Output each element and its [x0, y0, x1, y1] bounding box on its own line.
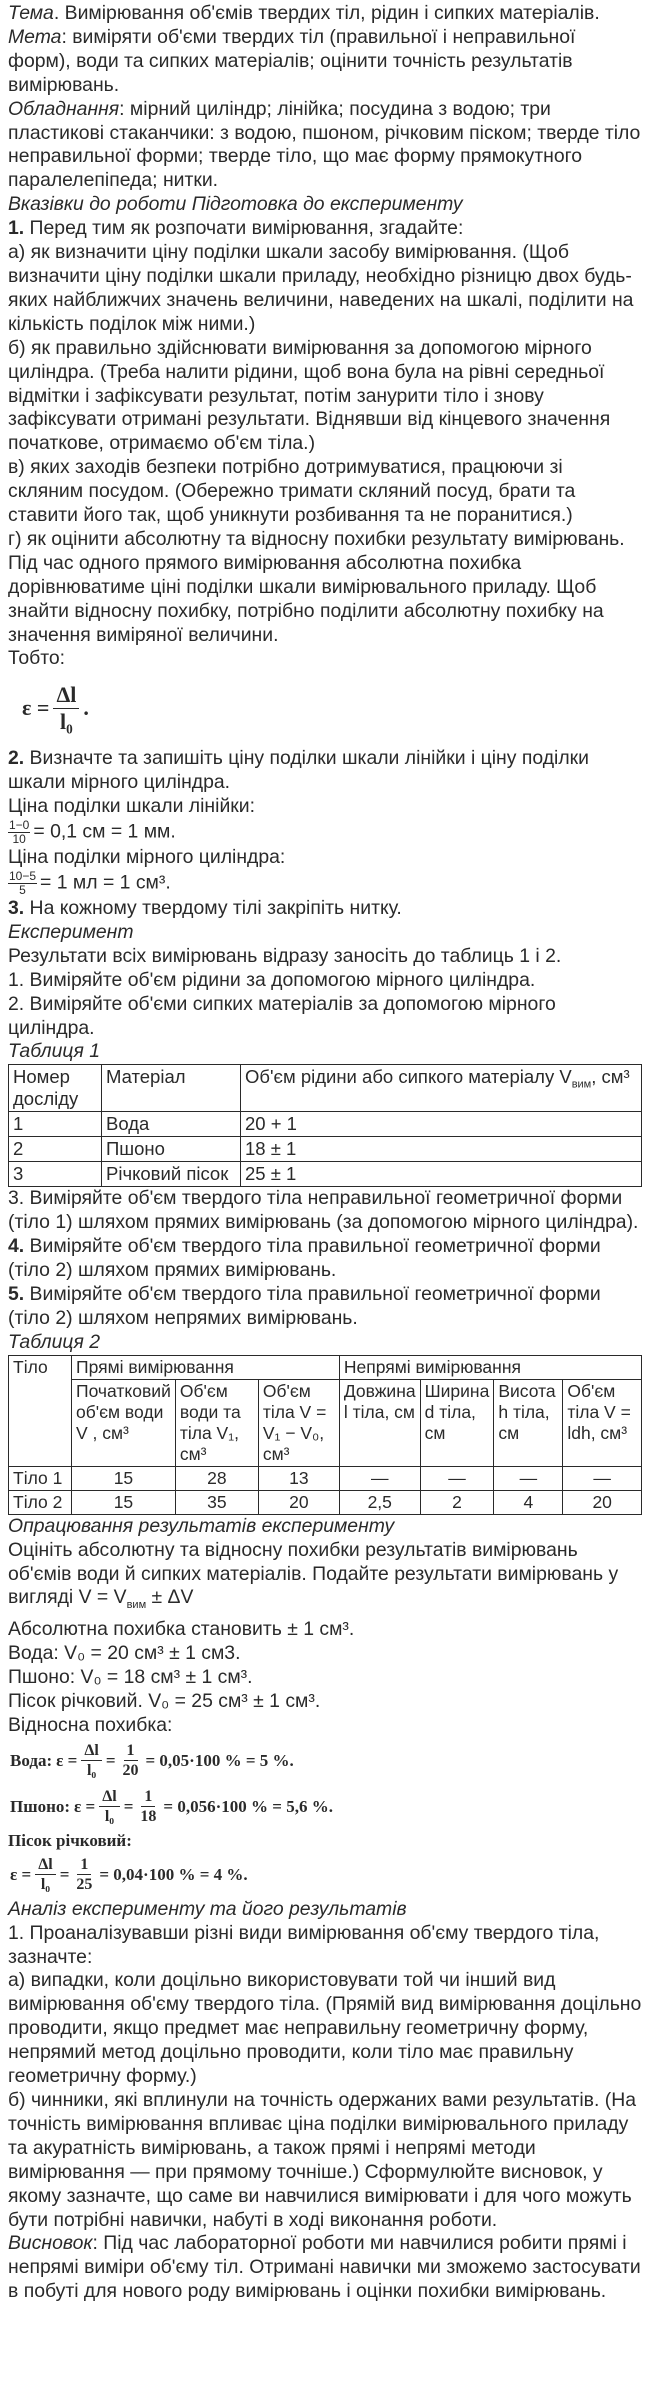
table-cell: 18 ± 1	[241, 1137, 642, 1162]
table-row	[9, 1490, 642, 1514]
abs-error: Абсолютна похибка становить ± 1 см³.	[8, 1618, 355, 1641]
ruler-num: 1−0	[9, 818, 30, 833]
table-cell: 25 ± 1	[241, 1162, 642, 1187]
eq-water: Вода: ε = $\frac{\Delta l}{\text{l₀}}$ = $\frac{1}{20}$ = 0,05·100 % = 5 %.	[10, 1742, 294, 1780]
cylinder-calc	[8, 870, 642, 897]
step2-text: Визначте та запишіть ціну поділки шкали лінійки і ціну поділки шкали мірного циліндра.	[8, 747, 589, 794]
step1-note: Під час одного прямого вимірювання абсолютна похибка дорівнюватиме ціні поділки шкали вимірювального приладу. Щоб знайти відносну похибку, потрібно поділити абсолютну похибку на значення виміряної величини.	[8, 551, 604, 646]
cylinder-fraction	[8, 870, 37, 897]
processing-heading: Опрацювання результатів експерименту	[8, 1514, 395, 1537]
table-cell: Тіло 1	[9, 1466, 72, 1490]
step-measure-body2-indirect: 5. Виміряйте об'єм твердого тіла правильної геометричної форми (тіло 2) шляхом непрямих вимірювань.	[8, 1282, 601, 1329]
formula-numerator: Δl	[53, 682, 79, 709]
step3-text: На кожному твердому тілі закріпіть нитку.	[24, 897, 402, 919]
table-cell: 20 + 1	[241, 1112, 642, 1137]
eq-millet: Пшоно: ε = $\frac{\Delta l}{\text{l₀}}$ = $\frac{1}{18}$ = 0,056·100 % = 5,6 %.	[10, 1788, 333, 1826]
table-cell: Вода	[102, 1112, 241, 1137]
cyl-result: = 1 мл = 1 см³.	[40, 871, 171, 894]
table-cell: 15	[72, 1466, 176, 1490]
formula-fraction	[53, 682, 79, 735]
table2-group-indirect: Непрямі вимірювання	[339, 1355, 641, 1379]
table-cell: —	[339, 1466, 420, 1490]
table-cell: —	[420, 1466, 494, 1490]
table2-col-body: Тіло	[9, 1355, 72, 1466]
step-measure-body2-direct: 4. Виміряйте об'єм твердого тіла правильної геометричної форми (тіло 2) шляхом прямих вимірювань.	[8, 1235, 601, 1282]
ruler-result: = 0,1 см = 1 мм.	[33, 820, 176, 843]
table1-header-cell: Матеріал	[102, 1065, 241, 1112]
eq-sand: ε = $\frac{\Delta l}{\text{l₀}}$ = $\frac{1}{25}$ = 0,04·100 % = 4 %.	[10, 1856, 248, 1894]
conclusion-label: Висновок	[8, 2232, 93, 2255]
table2-header-cell: Об'єм води та тіла V₁, см³	[175, 1379, 258, 1466]
conclusion	[8, 2232, 642, 2304]
experiment-item2: 2. Виміряйте об'єми сипких матеріалів за допомогою мірного циліндра.	[8, 992, 556, 1039]
cylinder-label: Ціна поділки мірного циліндра:	[8, 846, 286, 869]
table1-header-cell: Об'єм рідини або сипкого матеріалу $V_{вим}$, см³	[241, 1065, 642, 1112]
table2-header-cell: Ширина d тіла, см	[420, 1379, 494, 1466]
topic-label: Тема	[8, 2, 54, 24]
table1-header	[9, 1065, 642, 1112]
table-row	[9, 1466, 642, 1490]
equipment-text: : мірний циліндр; лінійка; посудина з водою; три пластикові стаканчики: з водою, пшоном, річковим піском; тверде тіло неправильної форми; тверде тіло, що має форму прямокутного паралелепіпеда; нитки.	[8, 97, 641, 192]
rel-error-label: Відносна похибка:	[8, 1713, 173, 1736]
water-volume: Вода: V₀ = 20 см³ ± 1 см3.	[8, 1642, 241, 1665]
analysis-a: а) випадки, коли доцільно використовувати той чи інший вид вимірювання об'єму твердого тіла. (Прямій вид вимірювання доцільно проводити, якщо предмет має неправильну геометричну форму, непрямий метод доцільно проводити, коли тіло має правильну геометричну форму.)	[8, 1969, 642, 2088]
conclusion-text: : Під час лабораторної роботи ми навчилися робити прямі і непрямі виміри об'єму тіл. Отримані навички ми зможемо застосувати в побуті для нового роду вимірювань і оцінки похибки вимірювань.	[8, 2232, 641, 2303]
step3-number: 3.	[8, 897, 25, 919]
table-cell: —	[563, 1466, 642, 1490]
table-cell: Пшоно	[102, 1137, 241, 1162]
table2-header-cell: Об'єм тіла V = V₁ − V₀, см³	[258, 1379, 339, 1466]
topic-line	[8, 2, 642, 26]
table-cell: 1	[9, 1112, 102, 1137]
equipment-label: Обладнання	[8, 97, 120, 120]
step1-line	[8, 217, 642, 241]
table-cell: Тіло 2	[9, 1490, 72, 1514]
table-cell: 35	[175, 1490, 258, 1514]
table-cell: 4	[494, 1490, 563, 1514]
table2	[8, 1355, 642, 1515]
step1-number: 1.	[8, 217, 25, 240]
table2-header-cell: Початковий об'єм води V , см³	[72, 1379, 176, 1466]
table-row	[9, 1137, 642, 1162]
formula-end: .	[83, 695, 89, 721]
table-cell: 2,5	[339, 1490, 420, 1514]
cyl-num: 10−5	[9, 869, 37, 883]
equipment-line	[8, 98, 642, 194]
step1-d: г) як оцінити абсолютну та відносну похибки результату вимірювань.	[8, 527, 625, 550]
table1	[8, 1064, 642, 1187]
table-cell: 13	[258, 1466, 339, 1490]
step2-line	[8, 747, 642, 795]
ruler-label: Ціна поділки шкали лінійки:	[8, 795, 255, 818]
analysis-p1: 1. Проаналізувавши різні види вимірювання об'єму твердого тіла, зазначте:	[8, 1921, 600, 1968]
goal-label: Мета	[8, 25, 62, 48]
cyl-den: 5	[19, 883, 26, 897]
table-cell: 20	[563, 1490, 642, 1514]
step1-text: Перед тим як розпочати вимірювання, згадайте:	[24, 217, 464, 240]
table-cell: —	[494, 1466, 563, 1490]
table2-header-cell: Об'єм тіла V = ldh, см³	[563, 1379, 642, 1466]
table-cell: Річковий пісок	[102, 1162, 241, 1187]
table-row	[9, 1112, 642, 1137]
sand-volume: Пісок річковий. V₀ = 25 см³ ± 1 см³.	[8, 1689, 321, 1712]
table2-group-direct: Прямі вимірювання	[72, 1355, 340, 1379]
sand-heading: Пісок річковий:	[8, 1830, 132, 1850]
step1-c: в) яких заходів безпеки потрібно дотримуватися, працюючи зі скляним посудом. (Обережно тримати скляний посуд, брати та ставити його так, щоб уникнути розбивання та не поранитися.)	[8, 456, 576, 527]
relative-error-formula	[22, 675, 642, 741]
step1-a: а) як визначити ціну поділки шкали засобу вимірювання. (Щоб визначити ціну поділки шкали приладу, необхідно різницю двох будь-яких найближчих значень величини, наведених на шкалі, поділити на кількість поділок між ними.)	[8, 241, 634, 335]
topic-text: . Вимірювання об'ємів твердих тіл, рідин і сипких матеріалів.	[53, 2, 600, 24]
table2-subheader	[9, 1379, 642, 1466]
goal-line	[8, 26, 642, 98]
step3-line	[8, 897, 642, 921]
step2-number: 2.	[8, 747, 25, 770]
table1-caption: Таблиця 1	[8, 1040, 101, 1063]
table2-group-header	[9, 1355, 642, 1379]
table-row	[9, 1162, 642, 1187]
table-cell: 15	[72, 1490, 176, 1514]
table2-header-cell: Висота h тіла, см	[494, 1379, 563, 1466]
analysis-b: б) чинники, які вплинули на точність одержаних вами результатів. (На точність вимірювання впливає ціна поділки вимірювального приладу та акуратність вимірювань, а також прямі і непрямі методи вимірювання — при прямому точніше.) Сформулюйте висновок, у якому зазначте, що саме ви навчилися вимірювати і для чого можуть бути потрібні навички, набуті в ході виконання роботи.	[8, 2088, 636, 2231]
millet-volume: Пшоно: V₀ = 18 см³ ± 1 см³.	[8, 1666, 253, 1688]
step1-b: б) як правильно здійснювати вимірювання за допомогою мірного циліндра. (Треба налити рідини, щоб вона була на рівні середньої відмітки і зафіксувати результат, потім занурити тіло і знову зафіксувати отримані результати. Віднявши від кінцевого значення початкове, отримаємо об'єм тіла.)	[8, 336, 611, 455]
table1-header-cell: Номер досліду	[9, 1065, 102, 1112]
table-cell: 3	[9, 1162, 102, 1187]
thus-label: Тобто:	[8, 647, 66, 670]
ruler-calc	[8, 819, 642, 846]
ruler-den: 10	[12, 832, 26, 847]
step-measure-body1: 3. Виміряйте об'єм твердого тіла неправильної геометричної форми (тіло 1) шляхом прямих вимірювань (за допомогою мірного циліндра).	[8, 1187, 639, 1234]
processing-intro: Оцініть абсолютну та відносну похибки результатів вимірювань об'ємів води й сипких матеріалів. Подайте результати вимірювань у вигляді $V = V_{вим} \pm \Delta V$	[8, 1538, 619, 1612]
experiment-heading: Експеримент	[8, 920, 134, 943]
formula-lhs: ε =	[22, 695, 50, 721]
experiment-item1: 1. Виміряйте об'єм рідини за допомогою мірного циліндра.	[8, 968, 536, 991]
formula-denominator: l₀	[60, 708, 73, 734]
analysis-heading: Аналіз експерименту та його результатів	[8, 1897, 407, 1920]
table-cell: 28	[175, 1466, 258, 1490]
goal-text: : виміряти об'єми твердих тіл (правильної і неправильної форм), води та сипких матеріалів; оцінити точність результатів вимірювань.	[8, 25, 576, 96]
table-cell: 2	[420, 1490, 494, 1514]
table-cell: 20	[258, 1490, 339, 1514]
table-cell: 2	[9, 1137, 102, 1162]
experiment-intro: Результати всіх вимірювань відразу заносіть до таблиць 1 і 2.	[8, 944, 562, 967]
table2-caption: Таблиця 2	[8, 1330, 101, 1353]
table2-header-cell: Довжина l тіла, см	[339, 1379, 420, 1466]
instructions-heading: Вказівки до роботи Підготовка до експерименту	[8, 193, 463, 216]
ruler-fraction	[8, 819, 30, 846]
